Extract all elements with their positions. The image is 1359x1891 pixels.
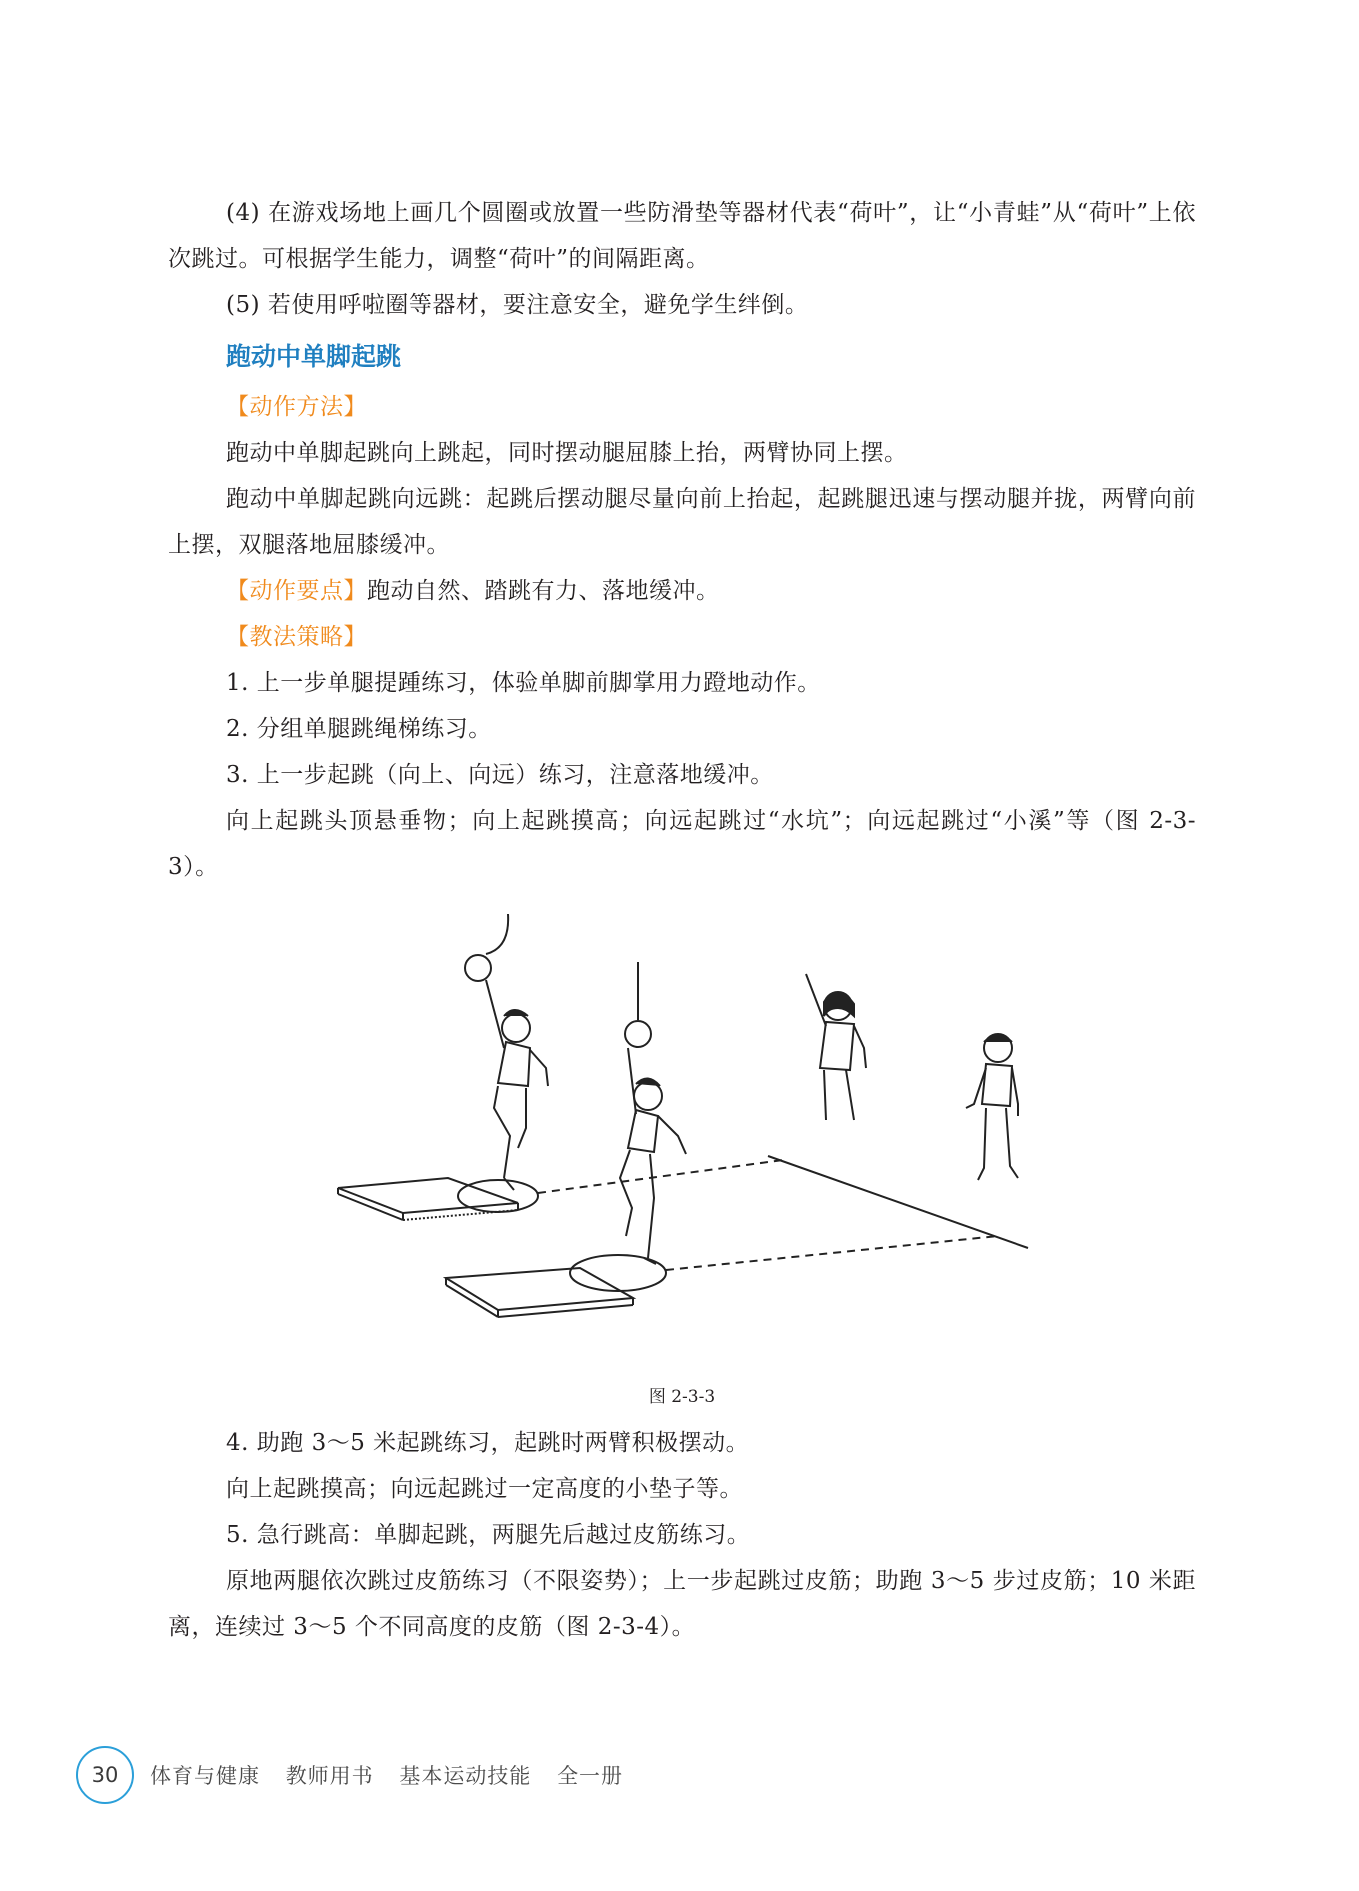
page-number: 30 (76, 1746, 134, 1804)
paragraph-item-4: (4) 在游戏场地上画几个圆圈或放置一些防滑垫等器材代表“荷叶”，让“小青蛙”从“荷叶”上依次跳过。可根据学生能力，调整“荷叶”的间隔距离。 (168, 200, 1196, 272)
key-points-label: 【动作要点】 (226, 578, 367, 604)
strategy-after-line-3: 5. 急行跳高：单脚起跳，两腿先后越过皮筋练习。 (226, 1522, 751, 1548)
footer-edition: 教师用书 (285, 1764, 374, 1788)
method-label: 【动作方法】 (226, 394, 367, 420)
method-line-2: 跑动中单脚起跳向远跳：起跳后摆动腿尽量向前上抬起，起跳腿迅速与摆动腿并拢，两臂向前上摆，双腿落地屈膝缓冲。 (168, 486, 1196, 558)
section-title: 跑动中单脚起跳 (226, 342, 402, 371)
footer-volume: 基本运动技能 (399, 1764, 532, 1788)
strategy-label-line (168, 614, 1196, 660)
strategy-after-line-1: 4. 助跑 3～5 米起跳练习，起跳时两臂积极摆动。 (226, 1430, 750, 1456)
strategy-line-1: 1. 上一步单腿提踵练习，体验单脚前脚掌用力蹬地动作。 (226, 670, 821, 696)
strategy-after-line-4: 原地两腿依次跳过皮筋练习（不限姿势）；上一步起跳过皮筋；助跑 3～5 步过皮筋；10 米距离，连续过 3～5 个不同高度的皮筋（图 2-3-4）。 (168, 1568, 1196, 1640)
strategy-line-4: 向上起跳头顶悬垂物；向上起跳摸高；向远起跳过“水坑”；向远起跳过“小溪”等（图 2-3-3）。 (168, 808, 1196, 880)
method-line-1: 跑动中单脚起跳向上跳起，同时摆动腿屈膝上抬，两臂协同上摆。 (226, 440, 908, 466)
method-label-line (168, 384, 1196, 430)
footer-book-info (150, 1760, 641, 1790)
figure-caption: 图 2-3-3 (648, 1387, 716, 1407)
key-points-line (168, 568, 1196, 614)
paragraph-item-5: (5) 若使用呼啦圈等器材，要注意安全，避免学生绊倒。 (226, 292, 809, 318)
strategy-line-3: 3. 上一步起跳（向上、向远）练习，注意落地缓冲。 (226, 762, 774, 788)
page-footer (76, 1745, 641, 1805)
figure-jumping-illustration (168, 908, 1196, 1368)
footer-book-title: 体育与健康 (150, 1764, 260, 1788)
strategy-after-line-2: 向上起跳摸高；向远起跳过一定高度的小垫子等。 (226, 1476, 743, 1502)
strategy-label: 【教法策略】 (226, 624, 367, 650)
page-content (168, 190, 1196, 1650)
jumping-children-drawing (298, 908, 1058, 1368)
footer-scope: 全一册 (557, 1764, 624, 1788)
key-points-text: 跑动自然、踏跳有力、落地缓冲。 (367, 578, 720, 604)
strategy-line-2: 2. 分组单腿跳绳梯练习。 (226, 716, 492, 742)
